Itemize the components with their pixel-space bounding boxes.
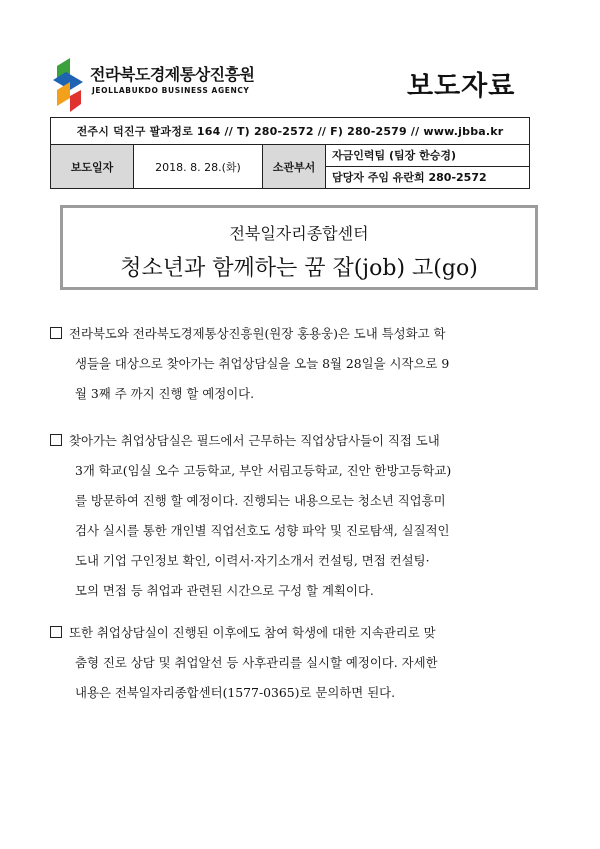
department-label: 소관부서	[263, 145, 326, 189]
title-subheading: 전북일자리종합센터	[229, 224, 369, 243]
press-info-table	[50, 117, 530, 189]
paragraph-line: 내용은 전북일자리종합센터(1577-0365)로 문의하면 된다.	[75, 685, 396, 700]
agency-logo	[53, 58, 83, 112]
paragraph-line: 도내 기업 구인정보 확인, 이력서·자기소개서 컨설팅, 면접 컨설팅·	[75, 553, 430, 568]
title-box	[60, 205, 538, 290]
department-team: 자금인력팀 (팀장 한승경)	[332, 149, 456, 162]
paragraph-line: 또한 취업상담실이 진행된 이후에도 참여 학생에 대한 지속관리로 맞	[69, 625, 436, 640]
paragraph-2	[50, 426, 550, 606]
paragraph-line: 를 방문하여 진행 할 예정이다. 진행되는 내용으로는 청소년 직업흥미	[75, 493, 446, 508]
paragraph-line: 3개 학교(임실 오수 고등학교, 부안 서림고등학교, 진안 한방고등학교)	[75, 463, 452, 478]
checkbox-bullet-icon	[50, 434, 62, 446]
org-name: 전라북도경제통상진흥원	[90, 65, 255, 84]
release-date-value: 2018. 8. 28.(화)	[134, 145, 263, 189]
document-type: 보도자료	[407, 71, 516, 102]
paragraph-line: 월 3째 주 까지 진행 할 예정이다.	[75, 386, 255, 401]
paragraph-line: 전라북도와 전라북도경제통상진흥원(원장 홍용웅)은 도내 특성화고 학	[69, 326, 446, 341]
paragraph-line: 춤형 진로 상담 및 취업알선 등 사후관리를 실시할 예정이다. 자세한	[75, 655, 438, 670]
department-info	[326, 145, 530, 189]
checkbox-bullet-icon	[50, 327, 62, 339]
paragraph-1	[50, 319, 550, 409]
department-contact: 담당자 주임 유란희 280-2572	[326, 166, 529, 188]
title-heading: 청소년과 함께하는 꿈 잡(job) 고(go)	[120, 256, 478, 281]
paragraph-3	[50, 618, 550, 708]
release-date-label: 보도일자	[51, 145, 134, 189]
checkbox-bullet-icon	[50, 626, 62, 638]
org-name-english: JEOLLABUKDO BUSINESS AGENCY	[92, 86, 250, 95]
paragraph-line: 생들을 대상으로 찾아가는 취업상담실을 오늘 8월 28일을 시작으로 9	[75, 356, 450, 371]
paragraph-line: 찾아가는 취업상담실은 필드에서 근무하는 직업상담사들이 직접 도내	[69, 433, 440, 448]
paragraph-line: 검사 실시를 통한 개인별 직업선호도 성향 파악 및 진로탐색, 실질적인	[75, 523, 450, 538]
contact-line: 전주시 덕진구 팔과정로 164 // T) 280-2572 // F) 280-2579 // www.jbba.kr	[51, 118, 530, 145]
paragraph-line: 모의 면접 등 취업과 관련된 시간으로 구성 할 계획이다.	[75, 583, 374, 598]
